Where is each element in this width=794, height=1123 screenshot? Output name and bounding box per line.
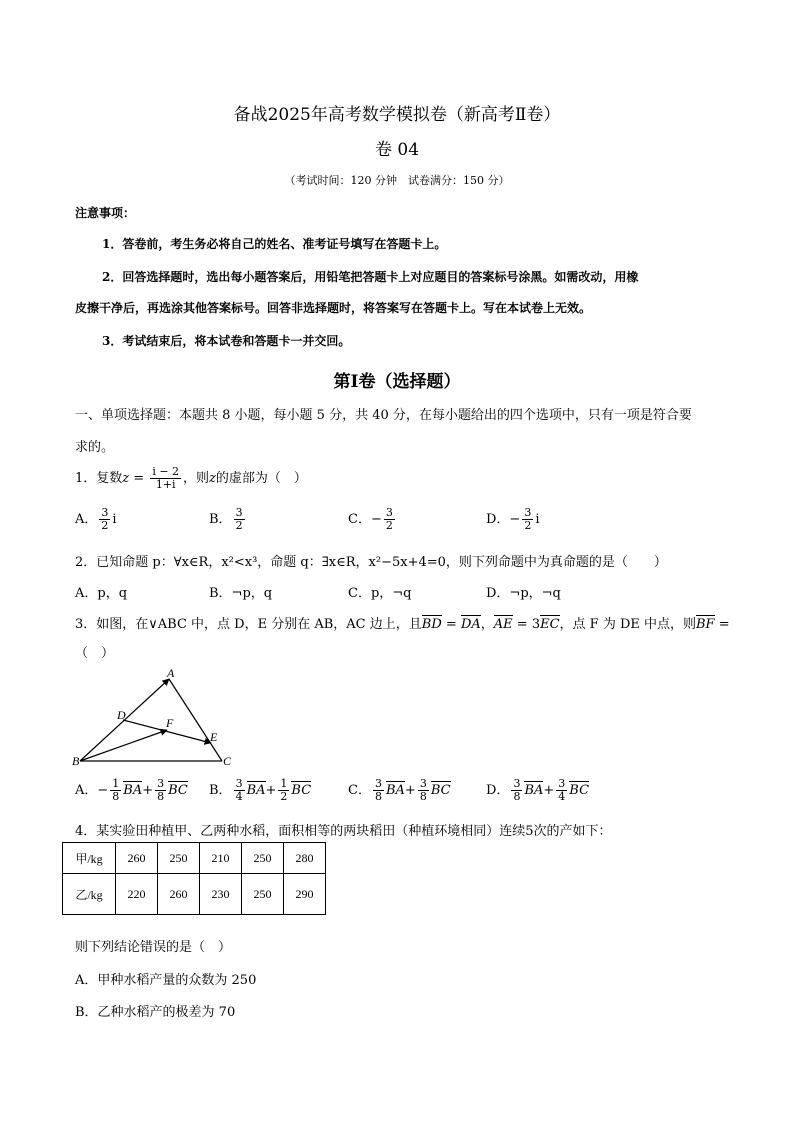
q2-option-a[interactable]: A．p，q	[75, 586, 128, 601]
q1-option-c[interactable]: C．− $\frac{3}{2}$	[348, 506, 393, 532]
table-cell: 260	[158, 874, 200, 915]
q1-option-d[interactable]: D．− $\frac{3}{2}$ i	[486, 506, 540, 532]
segment-bf	[80, 730, 167, 761]
table-cell: 260	[116, 843, 158, 874]
table-cell: 210	[200, 843, 242, 874]
label-a: A	[167, 666, 175, 680]
section-intro-line-2: 求的。	[75, 440, 115, 455]
side-ac	[169, 679, 222, 761]
exam-subtitle: 卷 04	[374, 140, 420, 160]
q3-option-a[interactable]: A．− $\frac{1}{8}$ BA+ $\frac{3}{8}$ BC	[75, 777, 188, 803]
label-b: B	[72, 754, 80, 768]
q1-fraction: $\frac{i - 2}{1+i}$	[152, 465, 180, 491]
q4-option-b[interactable]: B．乙种水稻产的极差为 70	[75, 1005, 236, 1020]
q4-option-a[interactable]: A．甲种水稻产量的众数为 250	[75, 973, 257, 988]
table-row	[63, 874, 326, 915]
question-4-stem: 4．某实验田种植甲、乙两种水稻，面积相等的两块稻田（种植环境相同）连续5次的产如下：	[75, 824, 612, 839]
note-3: 3．考试结束后，将本试卷和答题卡一并交回。	[102, 334, 351, 348]
question-3-paren: （ ）	[75, 646, 115, 661]
exam-time-info: （考试时间：120 分钟 试卷满分：150 分）	[284, 174, 510, 187]
question-2-stem: 2．已知命题 p：∀x∈R，x²<x³，命题 q：∃x∈R，x²−5x+4=0，则下列命题中为真命题的是（ ）	[75, 555, 667, 570]
table-cell: 290	[284, 874, 326, 915]
table-cell: 280	[284, 843, 326, 874]
q1-option-a[interactable]: A． $\frac{3}{2}$ i	[75, 506, 117, 532]
note-1: 1．答卷前，考生务必将自己的姓名、准考证号填写在答题卡上。	[102, 237, 447, 251]
q2-option-c[interactable]: C．p，¬q	[348, 586, 412, 601]
section-title: 第Ⅰ卷（选择题）	[333, 372, 461, 392]
label-f: F	[166, 716, 174, 730]
label-e: E	[210, 730, 218, 744]
label-d: D	[117, 708, 126, 722]
q3-option-b[interactable]: B． $\frac{3}{4}$ BA+ $\frac{1}{2}$ BC	[209, 777, 312, 803]
q3-option-d[interactable]: D． $\frac{3}{8}$ BA+ $\frac{3}{4}$ BC	[486, 777, 590, 803]
triangle-figure	[70, 665, 250, 775]
table-cell: 250	[242, 874, 284, 915]
table-cell: 220	[116, 874, 158, 915]
row-label: 乙/kg	[63, 874, 116, 915]
section-intro-line-1: 一、单项选择题：本题共 8 小题，每小题 5 分，共 40 分，在每小题给出的四个选项中，只有一项是符合要	[75, 408, 692, 423]
label-c: C	[223, 754, 232, 768]
table-cell: 250	[242, 843, 284, 874]
table-row	[63, 843, 326, 874]
question-4-prompt: 则下列结论错误的是（ ）	[75, 940, 232, 955]
question-3-stem: 3．如图，在∨ABC 中，点 D，E 分别在 AB，AC 边上，且BD = DA，AE = 3EC，点 F 为 DE 中点，则BF =	[75, 617, 730, 632]
exam-title: 备战2025年高考数学模拟卷（新高考Ⅱ卷）	[233, 105, 561, 125]
q1-option-b[interactable]: B． $\frac{3}{2}$	[209, 506, 243, 532]
note-2-line-2: 皮擦干净后，再选涂其他答案标号。回答非选择题时，将答案写在答题卡上。写在本试卷上无效。	[75, 301, 592, 315]
table-cell: 250	[158, 843, 200, 874]
question-1-stem: 1．复数z = $\frac{i - 2}{1+i}$ ，则z的虚部为（ ）	[75, 465, 307, 491]
notes-heading: 注意事项：	[75, 206, 136, 220]
table-cell: 230	[200, 874, 242, 915]
q3-option-c[interactable]: C． $\frac{3}{8}$ BA+ $\frac{3}{8}$ BC	[348, 777, 451, 803]
q2-option-b[interactable]: B．¬p，q	[209, 586, 273, 601]
note-2-line-1: 2．回答选择题时，选出每小题答案后，用铅笔把答题卡上对应题目的答案标号涂黑。如需改动，用橡	[102, 270, 639, 284]
q2-option-d[interactable]: D．¬p，¬q	[486, 586, 561, 601]
yield-table	[62, 842, 326, 915]
row-label: 甲/kg	[63, 843, 116, 874]
